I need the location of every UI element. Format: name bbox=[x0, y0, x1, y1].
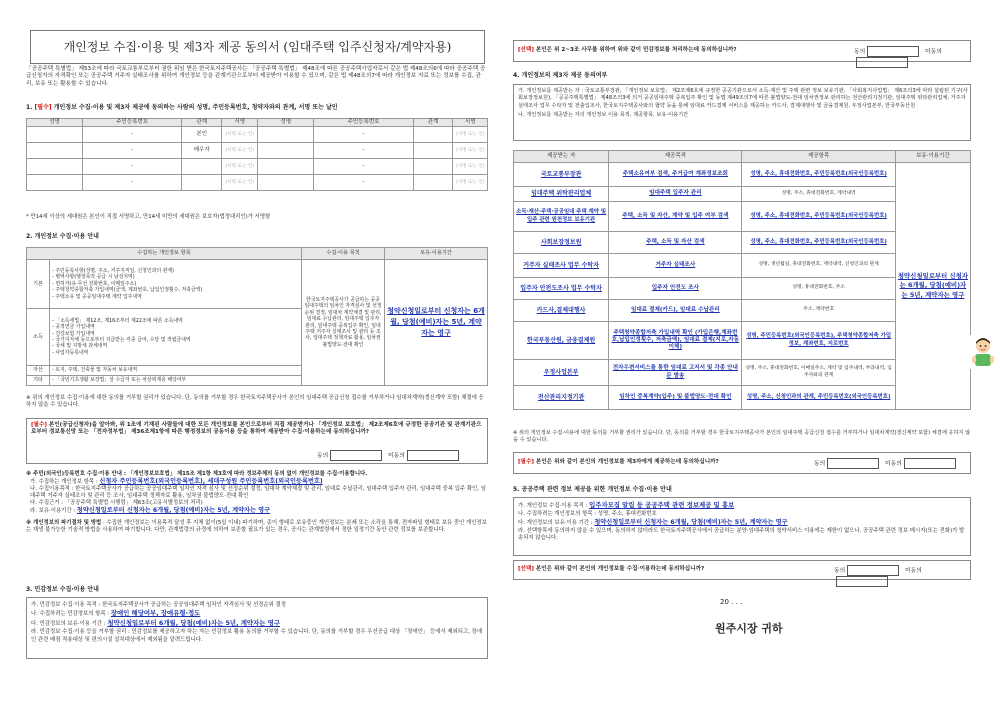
items-cell bbox=[742, 322, 895, 360]
th-name: 성명 bbox=[258, 119, 314, 127]
income-items: - 「소득세법」 제12조, 제16조부터 제22조에 따른 소득내역 - 공적연금 가입내역 - 건강보험 가입내역 - 국가지자체 등으로부터 지급받는 각종 급여, 수당 및 적립금내역 - 국세 및 지방세 과세내역 - 사업자등록내역 bbox=[50, 309, 302, 366]
section4-heading: 4. 개인정보의 제3자 제공 동의여부 bbox=[513, 72, 608, 79]
sensitive-consent-box bbox=[513, 40, 971, 62]
section5-content bbox=[518, 501, 968, 543]
agree-checkbox[interactable] bbox=[847, 565, 899, 576]
recipient-item-b: 나. 개인정보를 제공받는 자의 개인정보 이용 목적, 제공항목, 보유·이용기간 bbox=[518, 111, 689, 118]
section3-heading: 3. 민감정보 수집·이용 안내 bbox=[26, 586, 99, 593]
items-cell bbox=[742, 163, 895, 187]
consent-options bbox=[814, 458, 960, 469]
section5-a-value: 입주자모집 알림 등 공공주택 관련 정보제공 및 홍보 bbox=[589, 501, 735, 509]
recipient-signoff: 원주시장 귀하 bbox=[715, 622, 783, 635]
name-cell[interactable] bbox=[258, 143, 314, 159]
relation-cell: 배우자 bbox=[182, 143, 222, 159]
disagree-checkbox[interactable] bbox=[856, 57, 908, 68]
right-page bbox=[505, 0, 975, 706]
table-row bbox=[27, 260, 488, 309]
resident-item-d bbox=[26, 507, 488, 515]
section3-content bbox=[31, 601, 483, 645]
disagree-label: 미동의 bbox=[905, 568, 922, 574]
destroy-notice bbox=[26, 520, 488, 534]
items-cell bbox=[742, 360, 895, 386]
destroy-text: : 수집한 개인정보는 이용목적 달성 후 지체 없이(5일 이내) 파기하며, 종이 형태로 보유중인 개인정보는 분쇄 또는 소각을 통해, 전자파일 형태로 보유 중인 개인정보는 재생 불가능한 기술적 방법을 사용하여 파기합니다. 다만, 관계법령의 규정에 의하여 보존할 필요가 있는 경우, 공사는 관계법령에서 정한 일정기간 동안 관련 정보를 보존합니다. bbox=[26, 520, 487, 534]
table-row bbox=[27, 143, 488, 159]
optional-tag: [선택] bbox=[518, 566, 534, 572]
signature-cell[interactable]: (서명 또는 인) bbox=[222, 159, 258, 175]
purpose-text: 주택소유여부 검색, 주거급여 계좌정보조회 bbox=[622, 170, 728, 177]
consent-question: 본인은 위 2~3조 사무를 위하여 위와 같이 민감정보를 처리하는데 동의하십니까? bbox=[533, 47, 737, 53]
items-cell bbox=[742, 386, 895, 410]
resident-number-notice bbox=[26, 471, 488, 534]
th-rrn: 주민등록번호 bbox=[83, 119, 182, 127]
purpose-text: 주택청약종합저축 가입내역 확인 (가입은행,계좌번호,납입인정횟수, 저축금액), 임대료 결제(지로,자동이체) bbox=[611, 329, 740, 351]
rrn-cell[interactable]: - bbox=[314, 143, 413, 159]
name-cell[interactable] bbox=[258, 127, 314, 143]
disagree-label: 미동의 bbox=[925, 49, 942, 55]
section2-heading: 2. 개인정보 수집·이용 안내 bbox=[26, 233, 99, 240]
recipient-cell bbox=[514, 300, 609, 322]
agree-checkbox[interactable] bbox=[867, 46, 919, 57]
name-cell[interactable] bbox=[258, 159, 314, 175]
third-party-table-header bbox=[514, 151, 971, 163]
recipient-name: 우정사업본부 bbox=[543, 368, 579, 376]
name-cell[interactable] bbox=[27, 159, 83, 175]
sensitive-item-c bbox=[31, 619, 483, 629]
person-avatar-icon bbox=[970, 335, 996, 369]
purpose-text: 임차인 중복계약(입주) 및 불법양도·전대 확인 bbox=[619, 393, 732, 400]
recipient-cell bbox=[514, 254, 609, 278]
th-relation: 관계 bbox=[182, 119, 222, 127]
basic-items: - 주민등록사항(성명, 주소, 거주지직일, 신청인과의 관계) - 병역사항(행정목적 공급 시 남성지역) - 면허자(유·무선 전화번호, 이메일주소) - 주택청약종합저축 가입내역(금액, 계좌번호, 납입인정횟수, 저축금액) - 주택소유 및 공공임대주택 계약 입주내역 bbox=[50, 260, 302, 309]
consent-options bbox=[834, 565, 970, 587]
optional-tag: [선택] bbox=[518, 47, 534, 53]
th-relation: 관계 bbox=[413, 119, 453, 127]
recipient-cell bbox=[514, 386, 609, 410]
items-text: 성명, 주소, 휴대전화번호, 주민등록번호(외국인등록번호) bbox=[750, 238, 887, 245]
recipient-name: 임대주택 위탁관리업체 bbox=[531, 190, 592, 198]
agree-label: 동의 bbox=[834, 568, 846, 574]
rrn-cell[interactable]: - bbox=[83, 159, 182, 175]
section5-item-a bbox=[518, 501, 968, 511]
section5-box bbox=[513, 497, 971, 556]
resident-item-b: 나. 수집이용목적 : 한국토지주택공사가 공급하는 공공임대주택 임차인 자격 심사 및 선정순위 결정, 임대차 계약체결 및 관리, 임대료 수납관리, 임대주택 입주자 관리, 임대주택 중복 입주 확인, 임대주택 거주자 실태조사 및 관리 등 조사, 임대주택 정책자료 활용, 임차권 불법양도·전대 확인 bbox=[30, 486, 486, 500]
resident-a-label: 가. 수집하는 개인정보 항목 : bbox=[30, 479, 100, 486]
document-title: 개인정보 수집·이용 및 제3자 제공 동의서 (임대주택 입주신청자/계약자용) bbox=[30, 30, 485, 64]
purpose-cell: 한국토지주택공사가 공급하는 공공임대주택의 임차인 자격심사 및 선정순위 결정, 임대차 계약체결 및 관리, 임대료 수납관리, 임대주택 입주자 관리, 임대주택 중복입주 확인, 임대주택 거주자 실태조사 및 관리 등 조사, 임대주택 정책자료 활용, 임차권 불법양도·전대 확인 bbox=[302, 260, 385, 386]
section1-heading bbox=[26, 104, 496, 112]
rrn-cell[interactable]: - bbox=[83, 127, 182, 143]
items-text: 성명, 주민등록번호(외국인등록번호), 주택청약종합저축 가입정보, 계좌번호, 지로번호 bbox=[746, 333, 892, 347]
th-purpose: 제공목적 bbox=[609, 151, 742, 163]
section4-recipient-box bbox=[513, 84, 971, 141]
consent-question: 본인(공급신청자)을 알아봐, 위 1조에 기재된 사람들에 대한 모든 개인정보를 본인으로부터 직접 제공받거나 「개인정보 보호법」 제2조제6호에 규정한 공공기관 및 관계기관으로부터 정보통신망 또는 「전자정부법」 제36조제1항에 따른 행정정보의 공동이용 등을 통하여 제공받아 수집·이용하는데 동의하십니까? bbox=[31, 422, 482, 436]
purpose-cell bbox=[609, 232, 742, 254]
items-cell bbox=[742, 187, 895, 202]
etc-items: - 「국민기초생활 보장법」상 수급자 또는 차상위계층 해당여부 bbox=[50, 376, 302, 386]
section4-refusal-note: ※ 위의 개인정보 수집·이용에 대한 동의를 거부할 권리가 있습니다. 단, 동의를 거부할 경우 한국토지주택공사가 본인의 임대주택 공급신청 접수를 거부하거나 임대차계약(갱신계약 포함) 체결에 응하지 않을 수 있습니다. bbox=[513, 430, 971, 443]
relation-cell[interactable] bbox=[413, 159, 453, 175]
rrn-cell[interactable]: - bbox=[314, 159, 413, 175]
section4-recipient-text bbox=[518, 88, 968, 119]
items-text: 성명, 주소, 휴대전화번호, 주민등록번호(외국인등록번호) bbox=[750, 212, 887, 219]
section3-box bbox=[26, 597, 488, 659]
relation-cell[interactable] bbox=[182, 159, 222, 175]
th-sign: 서명 bbox=[222, 119, 258, 127]
recipient-name: 사회보장정보원 bbox=[540, 238, 582, 246]
intro-paragraph: 「공공주택 특별법」 제53조에 따라 국토교통부로부터 권한 위임 받은 한국토지주택공사는 「공공주택 특별법」 제48조에 따른 공공주택사업자로서 같은 법 제48조의6에 따라 공공주택 공급신청자의 자격확인 또는 공공주택 거주자 실태조사를 위하여 개인정보 등을 관계기관으로부터 제공받아 이용할 수 있으며, 같은 법 제48조의7에 따라 개인정보 자료 또는 정보를 수집, 관리, 보유 또는 활용할 수 있습니다. bbox=[26, 66, 486, 87]
section5-c-label: 다. 개인정보의 보유·이용 기간 : bbox=[518, 519, 595, 526]
required-tag: [필수] bbox=[34, 104, 52, 111]
consent-question: 본인은 위와 같이 본인의 개인정보를 제3자에게 제공하는데 동의하십니까? bbox=[533, 459, 719, 465]
th-purpose: 수집·이용 목적 bbox=[302, 248, 385, 260]
recipient-name: 국토교통부장관 bbox=[540, 170, 582, 178]
recipient-cell bbox=[514, 278, 609, 300]
consent-options bbox=[854, 46, 970, 68]
purpose-cell bbox=[609, 202, 742, 232]
destroy-title: ※ 개인정보의 파기절차 및 방법 bbox=[26, 520, 102, 527]
items-cell bbox=[742, 202, 895, 232]
section2-refusal-note: ※ 위의 개인정보 수집·이용에 대한 동의를 거부할 권리가 있습니다. 단, 동의를 거부할 경우 한국토지주택공사가 본인의 임대주택 공급신청 접수를 거부하거나 임대차계약(갱신계약 포함) 체결에 응하지 않을 수 있습니다. bbox=[26, 395, 484, 409]
agree-label: 동의 bbox=[317, 453, 329, 459]
sensitive-c-value: 청약신청일로부터 6개월, 당첨(예비)자는 5년, 계약자는 영구 bbox=[107, 618, 281, 627]
purpose-cell bbox=[609, 360, 742, 386]
recipient-cell bbox=[514, 232, 609, 254]
disagree-checkbox[interactable] bbox=[407, 450, 459, 461]
recipient-cell bbox=[514, 202, 609, 232]
disagree-checkbox[interactable] bbox=[836, 576, 888, 587]
purpose-text: 전자우편서비스를 통한 임대료 고지서 및 각종 안내문 발송 bbox=[612, 365, 738, 379]
signer-table-header bbox=[27, 119, 488, 127]
purpose-text: 임대료 결제(카드), 임대료 수납관리 bbox=[630, 306, 720, 313]
resident-d-value: 청약신청일로부터 신청자는 6개월, 당첨(예비)자는 5년, 계약자는 영구 bbox=[76, 507, 271, 515]
collection-table-header bbox=[27, 248, 488, 260]
purpose-text: 주택, 소득 및 자산, 계약 및 입주 여부 검색 bbox=[622, 212, 729, 219]
name-cell[interactable] bbox=[258, 175, 314, 191]
signature-cell[interactable]: (서명 또는 인) bbox=[222, 175, 258, 191]
retention-text: 청약신청일로부터 신청자는 6개월, 당첨(예비)자는 5년, 계약자는 영구 bbox=[897, 271, 968, 299]
signer-table bbox=[26, 118, 488, 191]
section1-number: 1. bbox=[26, 104, 35, 111]
recipient-name: 입주자 안전도조사 업무 수탁자 bbox=[520, 284, 602, 292]
purpose-cell bbox=[609, 187, 742, 202]
resident-item-a bbox=[26, 478, 488, 486]
signature-cell[interactable]: (서명 또는 인) bbox=[453, 159, 488, 175]
asset-items: - 토지, 주택, 건축물 및 자동차 보유내역 bbox=[50, 366, 302, 376]
items-cell bbox=[742, 278, 895, 300]
relation-cell[interactable] bbox=[413, 143, 453, 159]
purpose-text: 주택, 소득 및 자산 검색 bbox=[646, 238, 705, 245]
items-cell bbox=[742, 254, 895, 278]
relation-cell[interactable] bbox=[182, 175, 222, 191]
retention-cell bbox=[385, 260, 488, 386]
th-retention: 보유·이용기간 bbox=[385, 248, 488, 260]
purpose-cell bbox=[609, 300, 742, 322]
recipient-cell bbox=[514, 322, 609, 360]
collection-table bbox=[26, 247, 488, 386]
rrn-cell[interactable]: - bbox=[83, 143, 182, 159]
consent-question: 본인은 위와 같이 본인의 개인정보를 수집·이용하는데 동의하십니까? bbox=[533, 566, 705, 572]
sensitive-item-b bbox=[31, 609, 483, 619]
items-cell bbox=[742, 232, 895, 254]
disagree-label: 미동의 bbox=[885, 461, 902, 467]
items-text: 성명, 주소, 신청인과의 관계, 주민등록번호(외국인등록번호) bbox=[746, 393, 891, 400]
signature-cell[interactable]: (서명 또는 인) bbox=[453, 175, 488, 191]
signature-cell[interactable]: (서명 또는 인) bbox=[453, 127, 488, 143]
resident-a-value: 신청자 주민등록번호(외국인등록번호), 세대구성원 주민등록번호(외국인등록번호) bbox=[99, 478, 323, 486]
section5-item-b: 나. 수집하려는 개인정보의 항목 : 성명, 주소, 휴대전화번호 bbox=[518, 510, 657, 517]
purpose-cell bbox=[609, 163, 742, 187]
sensitive-b-label: 나. 수집하려는 민감정보의 항목 : bbox=[31, 611, 111, 618]
resident-title: ※ 주민(외국인)등록번호 수집·이용 안내 : 「개인정보보호법」 제15조 제1항 제3호에 따라 정보주체의 동의 없이 개인정보를 수집·이용합니다. bbox=[26, 471, 368, 477]
disagree-checkbox[interactable] bbox=[904, 458, 956, 469]
items-text: 성명, 생년월일, 휴대전화번호, 계약내역, 신청인과의 관계 bbox=[758, 262, 879, 268]
recipient-cell bbox=[514, 187, 609, 202]
relation-cell: 본인 bbox=[182, 127, 222, 143]
signature-cell[interactable]: (서명 또는 인) bbox=[453, 143, 488, 159]
recipient-cell bbox=[514, 163, 609, 187]
table-row bbox=[27, 127, 488, 143]
category-label: 기본 bbox=[27, 260, 50, 309]
table-row bbox=[514, 163, 971, 187]
section5-consent-box bbox=[513, 560, 971, 580]
purpose-cell bbox=[609, 254, 742, 278]
required-tag: [필수] bbox=[31, 422, 47, 428]
disagree-label: 미동의 bbox=[388, 453, 405, 459]
th-name: 성명 bbox=[27, 119, 83, 127]
section5-item-d: 라. 선택항목에 동의하지 않을 수 있으며, 동의하지 않더라도 한국토지주택공사에서 공급하는 분양·임대주택의 청약서비스 이용에는 제한이 없으나, 공공주택 관련 정보 메시지(또는 전화)가 발송되지 않습니다. bbox=[518, 527, 965, 542]
category-label: 자산 bbox=[27, 366, 50, 376]
sensitive-consent-text bbox=[518, 47, 737, 54]
purpose-cell bbox=[609, 386, 742, 410]
section1-note: * 만14세 이상의 세대원은 본인이 직접 서명하고, 만14세 미만의 세대원은 보호자(법정대리인)가 서명함 bbox=[26, 214, 271, 220]
section2-consent-text bbox=[31, 422, 483, 437]
th-recipient: 제공받는 자 bbox=[514, 151, 609, 163]
section4-consent-text bbox=[518, 459, 719, 466]
rrn-cell[interactable]: - bbox=[83, 175, 182, 191]
relation-cell[interactable] bbox=[413, 127, 453, 143]
retention-text: 청약신청일로부터 신청자는 6개월, 당첨(예비)자는 5년, 계약자는 영구 bbox=[387, 306, 485, 338]
resident-d-label: 라. 보유·이용기간 : bbox=[30, 508, 77, 515]
sensitive-c-label: 다. 민감정보의 보유·이용 기간 : bbox=[31, 620, 108, 627]
category-label: 소득 bbox=[27, 309, 50, 366]
recipient-name: 카드사,결제대행사 bbox=[536, 306, 586, 314]
rrn-cell[interactable]: - bbox=[314, 127, 413, 143]
th-sign: 서명 bbox=[453, 119, 488, 127]
signature-cell[interactable]: (서명 또는 인) bbox=[222, 143, 258, 159]
sensitive-b-value: 장애인 해당여부, 장애유형·정도 bbox=[110, 609, 201, 618]
relation-cell[interactable] bbox=[413, 175, 453, 191]
sensitive-item-a: 가. 민감정보 수집·이용 목적 : 한국토지주택공사가 공급하는 공공임대주택 임차인 자격심사 및 선정순위 결정 bbox=[31, 602, 286, 608]
consent-options bbox=[317, 450, 463, 461]
category-label: 기타 bbox=[27, 376, 50, 386]
table-row bbox=[27, 159, 488, 175]
resident-item-c: 다. 수집근거 : 「공공주택 특별법 시행령」 제63조(고유식별정보의 처리) bbox=[30, 500, 203, 507]
section1-title: 개인정보 수집·이용 및 제3자 제공에 동의하는 사람의 성명, 주민등록번호, 청약자와의 관계, 서명 또는 날인 bbox=[51, 104, 338, 111]
name-cell[interactable] bbox=[27, 127, 83, 143]
purpose-text: 거주자 실태조사 bbox=[655, 261, 696, 268]
section5-heading: 5. 공공주택 관련 정보 제공을 위한 개인정보 수집·이용 안내 bbox=[513, 486, 672, 493]
items-text: 성명, 휴대전화번호, 주소 bbox=[792, 285, 845, 291]
items-text: 성명, 주소, 휴대전화번호, 이메일주소, 계약 및 입주내역, 부과내역, 입주자와의 관계 bbox=[745, 366, 892, 378]
section2-consent-box bbox=[26, 418, 488, 464]
agree-checkbox[interactable] bbox=[827, 458, 879, 469]
recipient-name: 거주자 실태조사 업무 수탁자 bbox=[523, 261, 600, 269]
signature-cell[interactable]: (서명 또는 인) bbox=[222, 127, 258, 143]
section5-consent-text bbox=[518, 566, 704, 573]
section5-item-c bbox=[518, 519, 968, 528]
name-cell[interactable] bbox=[27, 143, 83, 159]
recipient-name: 전산관리지정기관 bbox=[537, 393, 585, 401]
items-text: 성명, 주소, 휴대전화번호, 주민등록번호(외국인등록번호) bbox=[750, 170, 887, 177]
date-line[interactable]: 20 . . . bbox=[720, 598, 743, 606]
agree-label: 동의 bbox=[854, 49, 866, 55]
sensitive-item-d: 라. 민감정보 수집·이용 등을 거부할 권리 : 민감정보를 제공하고자 하는 자는 민감정보 활용 동의를 거부할 수 있습니다. 단, 동의를 거부할 경우 우선공급 대상 「장애인」 등에서 제외되고, 장애인 관련 배점 적용대상 및 편의시설 설치대상에서 제외됨을 알려드립니다. bbox=[31, 629, 483, 644]
th-items: 제공항목 bbox=[742, 151, 895, 163]
recipient-name: 소득·재산·주택·공공임대 주택 계약 및 입주 관련 원천정보 보유기관 bbox=[516, 209, 607, 223]
recipient-item-a: 가. 개인정보를 제공받는 자 : 국토교통부장관, 「개인정보 보호법」 제2조제6호에 규정한 공공기관으로서 소득·재산 및 주택 관련 정보 보유기관, 「사회복지사업법」 제6조의3에 따라 설립된 기구(사회보장정보원), 「공공주택특별법」 제48조의3에 의거 공공임대주택 중복입주 확인 및 동법 제49조의7에 따른 불법양도·전대 임차권정보 관리하는 전산관리지정기관, 임대주택 위탁관리업체, 거주자 실태조사 업무 수탁자 및 전출입조사, 한국토지주택공사와의 협약 등을 통해 임대료 카드결제 서비스를 제공하는 카드사, 결제대행사 및 금융결제원, 우정사업본부, 한국부동산원 bbox=[518, 88, 968, 109]
purpose-cell bbox=[609, 322, 742, 360]
th-rrn: 주민등록번호 bbox=[314, 119, 413, 127]
section4-consent-box bbox=[513, 452, 971, 474]
table-row bbox=[27, 175, 488, 191]
recipient-cell bbox=[514, 360, 609, 386]
retention-cell bbox=[895, 163, 970, 410]
rrn-cell[interactable]: - bbox=[314, 175, 413, 191]
purpose-text: 입주자 안전도 조사 bbox=[651, 284, 699, 291]
th-items: 수집하는 개인정보 항목 bbox=[27, 248, 302, 260]
third-party-table bbox=[513, 150, 971, 410]
purpose-cell bbox=[609, 278, 742, 300]
items-text: 주소, 계약번호 bbox=[803, 307, 835, 313]
items-text: 성명, 주소, 휴대전화번호, 계약내역 bbox=[781, 190, 856, 196]
purpose-text: 임대주택 입주자 관리 bbox=[649, 190, 702, 197]
section5-a-label: 가. 개인정보 수집·이용 목적 : bbox=[518, 503, 590, 509]
th-retention: 보유·이용기간 bbox=[895, 151, 970, 163]
agree-checkbox[interactable] bbox=[330, 450, 382, 461]
recipient-name: 한국부동산원, 금융결제원 bbox=[527, 336, 596, 344]
section5-c-value: 청약신청일로부터 신청자는 6개월, 당첨(예비)자는 5년, 계약자는 영구 bbox=[594, 518, 788, 526]
agree-label: 동의 bbox=[814, 461, 826, 467]
name-cell[interactable] bbox=[27, 175, 83, 191]
required-tag: [필수] bbox=[518, 459, 534, 465]
items-cell bbox=[742, 300, 895, 322]
